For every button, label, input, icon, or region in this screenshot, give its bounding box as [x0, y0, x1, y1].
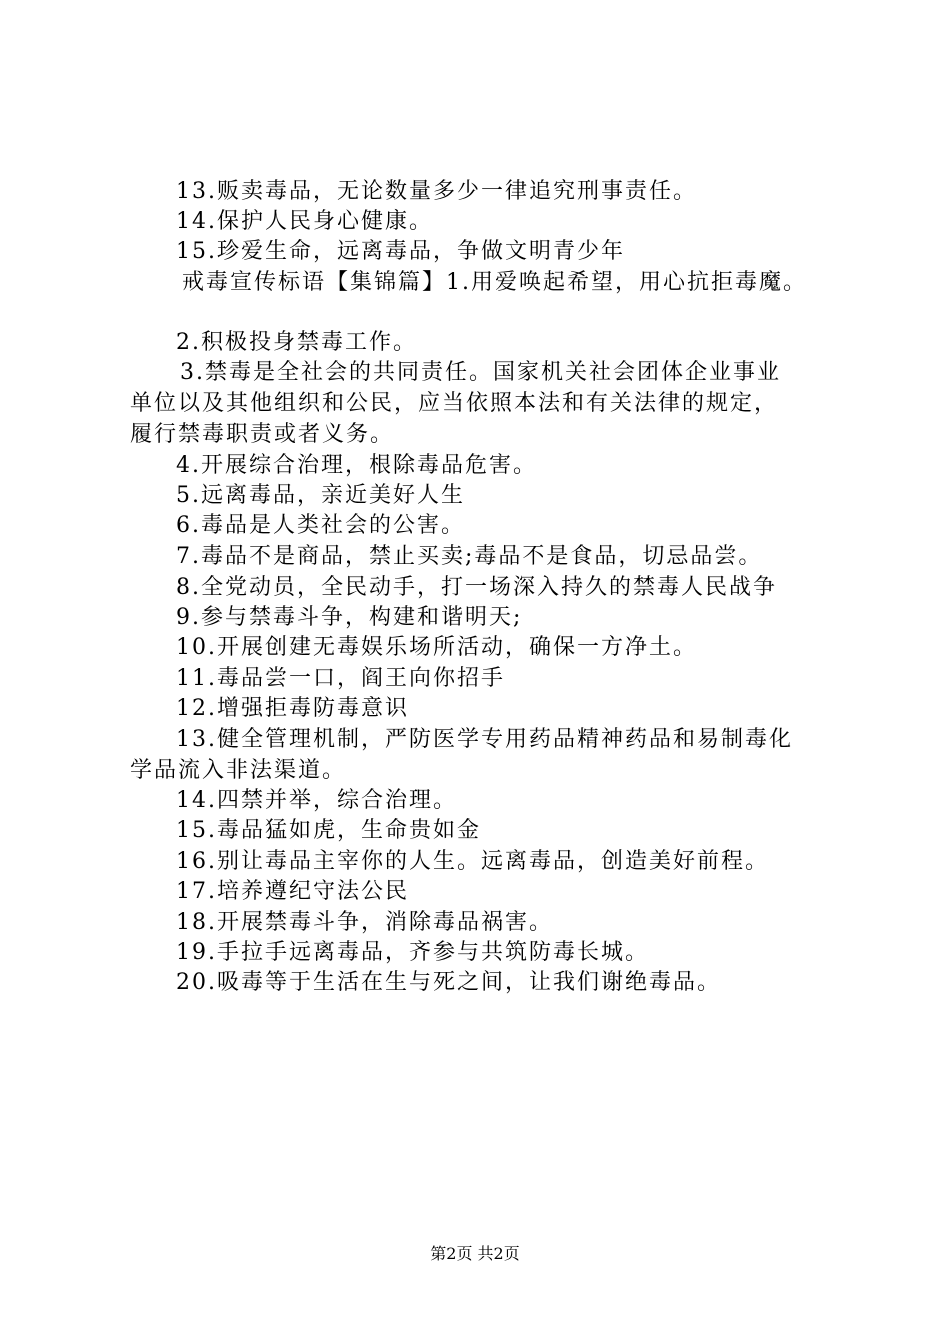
slogan-line-continuation: 学品流入非法渠道。 — [130, 758, 347, 783]
slogan-line: 20.吸毒等于生活在生与死之间，让我们谢绝毒品。 — [176, 970, 721, 995]
section-heading-line: 戒毒宣传标语【集锦篇】1.用爱唤起希望，用心抗拒毒魔。 — [182, 270, 807, 295]
page-number-footer: 第2页 共2页 — [430, 1244, 520, 1263]
slogan-line: 15.珍爱生命，远离毒品，争做文明青少年 — [176, 239, 625, 264]
slogan-line: 4.开展综合治理，根除毒品危害。 — [176, 453, 537, 478]
slogan-line: 5.远离毒品，亲近美好人生 — [176, 483, 465, 508]
slogan-line-continuation: 单位以及其他组织和公民，应当依照本法和有关法律的规定， — [130, 391, 779, 416]
slogan-line: 19.手拉手远离毒品，齐参与共筑防毒长城。 — [176, 940, 649, 965]
slogan-line: 12.增强拒毒防毒意识 — [176, 696, 409, 721]
slogan-line: 13.贩卖毒品，无论数量多少一律追究刑事责任。 — [176, 179, 697, 204]
slogan-line: 17.培养遵纪守法公民 — [176, 879, 409, 904]
slogan-line: 10.开展创建无毒娱乐场所活动，确保一方净土。 — [176, 635, 697, 660]
slogan-line-continuation: 履行禁毒职责或者义务。 — [130, 422, 395, 447]
slogan-line: 14.保护人民身心健康。 — [176, 209, 433, 234]
slogan-line: 13.健全管理机制，严防医学专用药品精神药品和易制毒化 — [176, 727, 793, 752]
slogan-line: 8.全党动员，全民动手，打一场深入持久的禁毒人民战争 — [176, 575, 777, 600]
slogan-line: 3.禁毒是全社会的共同责任。国家机关社会团体企业事业 — [180, 360, 781, 385]
slogan-line: 15.毒品猛如虎，生命贵如金 — [176, 818, 481, 843]
slogan-line: 18.开展禁毒斗争，消除毒品祸害。 — [176, 910, 553, 935]
slogan-line: 9.参与禁毒斗争，构建和谐明天; — [176, 605, 523, 630]
slogan-line: 7.毒品不是商品，禁止买卖;毒品不是食品，切忌品尝。 — [176, 544, 763, 569]
slogan-line: 2.积极投身禁毒工作。 — [176, 330, 417, 355]
slogan-line: 6.毒品是人类社会的公害。 — [176, 513, 465, 538]
slogan-line: 11.毒品尝一口，阎王向你招手 — [176, 666, 505, 691]
slogan-line: 14.四禁并举，综合治理。 — [176, 788, 457, 813]
slogan-line: 16.别让毒品主宰你的人生。远离毒品，创造美好前程。 — [176, 849, 769, 874]
